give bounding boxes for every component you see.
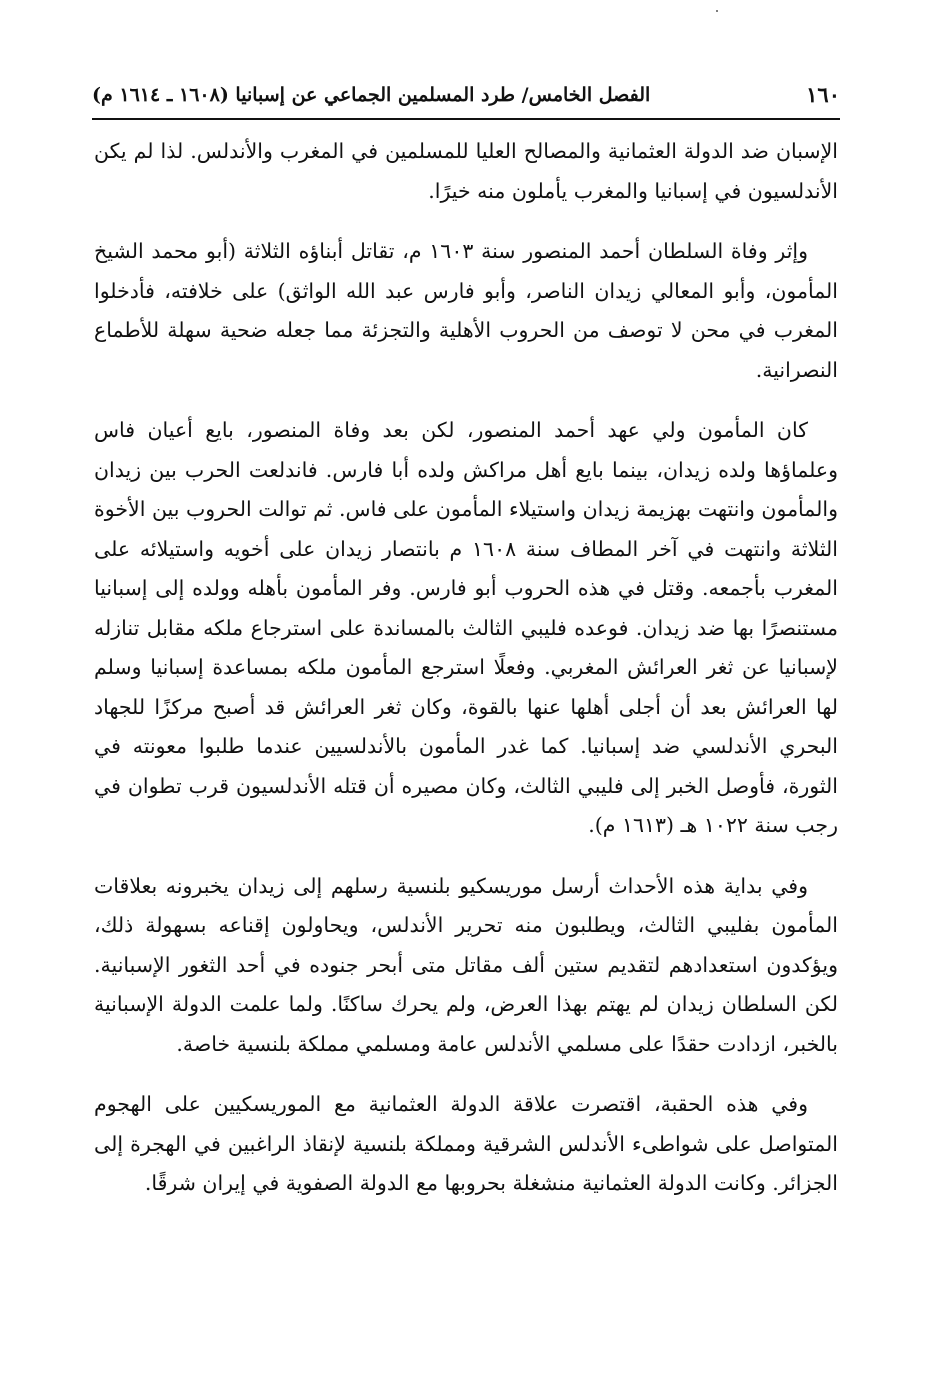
paragraph: وفي هذه الحقبة، اقتصرت علاقة الدولة العثمانية مع الموريسكيين على الهجوم المتواصل على شواطىء الأندلس الشرقية ومملكة بلنسية لإنقاذ الراغبين في الهجرة إلى الجزائر. وكانت الدولة العثمانية منشغلة بحروبها مع الدولة الصفوية في إيران شرقًا. [94,1092,838,1195]
paragraph: وإثر وفاة السلطان أحمد المنصور سنة ١٦٠٣ م، تقاتل أبناؤه الثلاثة (أبو محمد الشيخ المأمون، وأبو المعالي زيدان الناصر، وأبو فارس عبد الله الواثق) على خلافته، فأدخلوا المغرب في محن لا توصف من الحروب الأهلية والتجزئة مما جعله ضحية سهلة للأطماع النصرانية. [94,239,838,382]
paragraph: وفي بداية هذه الأحداث أرسل موريسكيو بلنسية رسلهم إلى زيدان يخبرونه بعلاقات المأمون بفليبي الثالث، ويطلبون منه تحرير الأندلس، ويحاولون إقناعه بسهولة ذلك، ويؤكدون استعدادهم لتقديم ستين ألف مقاتل متى أبحر جنوده في أحد الثغور الإسبانية. لكن السلطان زيدان لم يهتم بهذا العرض، ولم يحرك ساكنًا. ولما علمت الدولة الإسبانية بالخبر، ازدادت حقدًا على مسلمي الأندلس عامة ومسلمي مملكة بلنسية خاصة. [94,873,839,1056]
scan-speck [716,10,718,12]
header-divider [92,118,840,120]
body-text [94,132,838,1225]
paragraph: كان المأمون ولي عهد أحمد المنصور، لكن بعد وفاة المنصور، بايع أعيان فاس وعلماؤها ولده زيدان، بينما بايع أهل مراكش ولده أبا فارس. فاندلعت الحرب بين زيدان والمأمون وانتهت بهزيمة زيدان واستيلاء المأمون على فاس. ثم توالت الحروب بين الأخوة الثلاثة وانتهت في آخر المطاف سنة ١٦٠٨ م بانتصار زيدان على أخويه واستيلائه على المغرب بأجمعه. وقتل في هذه الحروب أبو فارس. وفر المأمون بأهله وولده إلى إسبانيا مستنصرًا بها ضد زيدان. فوعده فليبي الثالث بالمساندة على استرجاع ملكه مقابل تنازله لإسبانيا عن ثغر العرائش المغربي. وفعلًا استرجع المأمون ملكه بمساعدة إسبانيا وسلم لها العرائش بعد أن أجلى أهلها عنها بالقوة، وكان ثغر العرائش قد أصبح مركزًا للجهاد البحري الأندلسي ضد إسبانيا. كما غدر المأمون بالأندلسيين عندما طلبوا معونته في الثورة، فأوصل الخبر إلى فليبي الثالث، وكان مصيره أن قتله الأندلسيون قرب تطوان في رجب سنة ١٠٢٢ هـ (١٦١٣ م). [94,418,838,837]
paragraph: الإسبان ضد الدولة العثمانية والمصالح العليا للمسلمين في المغرب والأندلس. لذا لم يكن الأندلسيون في إسبانيا والمغرب يأملون منه خيرًا. [94,139,838,203]
page-number: ١٦٠ [806,82,840,107]
running-title: الفصل الخامس/ طرد المسلمين الجماعي عن إسبانيا (١٦٠٨ ـ ١٦١٤ م) [92,84,651,106]
page-header [92,80,840,114]
